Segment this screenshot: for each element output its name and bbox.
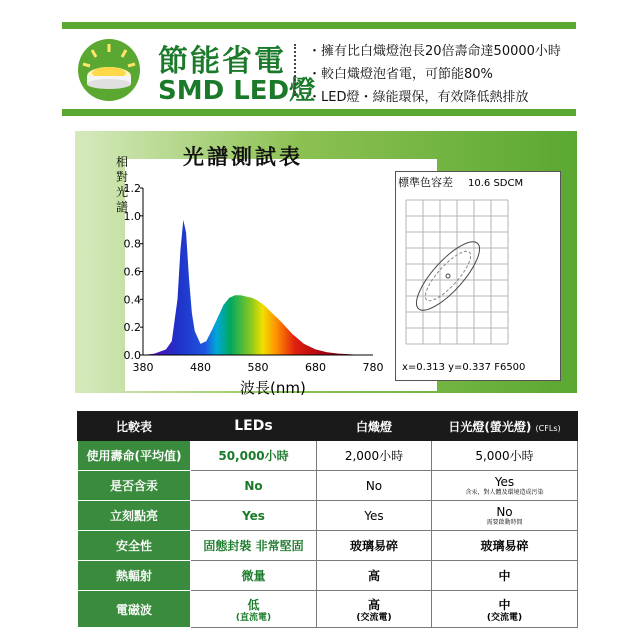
cell-cfl: Yes 含汞，對人體及環境造成污染	[432, 471, 578, 501]
y-tick-label: 1.0	[123, 209, 141, 223]
cell-note: 需要啟動時間	[486, 519, 523, 526]
cell-cfl: 玻璃易碎	[432, 531, 578, 561]
row-label: 安全性	[78, 531, 191, 561]
table-header-row	[78, 412, 578, 441]
cell-incandescent: No	[317, 471, 432, 501]
cell-incandescent: 高	[317, 561, 432, 591]
header-subtitle: SMD LED燈	[158, 76, 316, 106]
cell-note: 含汞，對人體及環境造成污染	[465, 489, 544, 496]
y-axis-label-char: 相	[115, 155, 129, 169]
cell-incandescent: 2,000小時	[317, 441, 432, 471]
comparison-table	[77, 411, 578, 628]
cell-note: (直流電)	[235, 612, 272, 623]
cell-incandescent: 高 (交流電)	[317, 591, 432, 628]
x-tick-label: 580	[247, 361, 269, 374]
feature-energy: ・較白熾燈泡省電，可節能80%	[308, 67, 493, 82]
row-label: 是否含汞	[78, 471, 191, 501]
cell-cfl: No 需要啟動時間	[432, 501, 578, 531]
y-tick-label: 0.2	[123, 321, 141, 335]
header-title: 節能省電	[158, 44, 286, 79]
header-leds: LEDs	[191, 412, 317, 441]
x-tick-label: 380	[132, 361, 154, 374]
cell-incandescent: 玻璃易碎	[317, 531, 432, 561]
y-axis-label-char: 光	[115, 185, 129, 199]
feature-lifespan: ・擁有比白熾燈泡長20倍壽命達50000小時	[308, 44, 561, 59]
cell-note: (交流電)	[486, 612, 523, 623]
table-row	[78, 561, 578, 591]
y-tick-label: 0.8	[123, 237, 141, 251]
x-tick-label: 480	[190, 361, 211, 374]
y-axis-label-char: 譜	[115, 200, 129, 214]
cell-led: 低 (直流電)	[191, 591, 317, 628]
row-label: 立刻點亮	[78, 501, 191, 531]
cell-led: No	[191, 471, 317, 501]
y-tick-label: 0.6	[123, 265, 141, 279]
cell-cfl: 中 (交流電)	[432, 591, 578, 628]
y-tick-label: 0.4	[123, 293, 141, 307]
spectrum-title: 光譜測試表	[183, 145, 303, 169]
table-row	[78, 531, 578, 561]
cie-value: 10.6 SDCM	[468, 178, 524, 189]
x-axis-label: 波長(nm)	[240, 379, 306, 397]
spectrum-area	[143, 220, 373, 355]
row-label: 電磁波	[78, 591, 191, 628]
cell-led: 50,000小時	[191, 441, 317, 471]
cell-incandescent: Yes	[317, 501, 432, 531]
y-tick-label: 1.2	[123, 182, 141, 195]
cell-cfl: 5,000小時	[432, 441, 578, 471]
table-row	[78, 591, 578, 628]
table-row	[78, 501, 578, 531]
row-label: 使用壽命(平均值)	[78, 441, 191, 471]
cell-led: Yes	[191, 501, 317, 531]
header-compare: 比較表	[78, 412, 191, 441]
cie-coordinates: x=0.313 y=0.337 F6500	[402, 362, 526, 373]
cell-cfl: 中	[432, 561, 578, 591]
cell-led: 固態封裝 非常堅固	[191, 531, 317, 561]
y-axis-label-char: 對	[115, 170, 129, 184]
table-row	[78, 471, 578, 501]
table-row	[78, 441, 578, 471]
y-tick-label: 0.0	[123, 349, 141, 362]
cell-led: 微量	[191, 561, 317, 591]
cell-note: (交流電)	[356, 612, 392, 623]
row-label: 熱輻射	[78, 561, 191, 591]
x-tick-label: 680	[305, 361, 326, 374]
feature-green: ・LED燈・綠能環保，有效降低熱排放	[308, 90, 529, 105]
header-cfl: 日光燈(螢光燈) (CFLs)	[432, 412, 578, 441]
cie-label: 標準色容差	[398, 176, 453, 189]
header-incandescent: 白熾燈	[317, 412, 432, 441]
x-tick-label: 780	[362, 361, 384, 374]
